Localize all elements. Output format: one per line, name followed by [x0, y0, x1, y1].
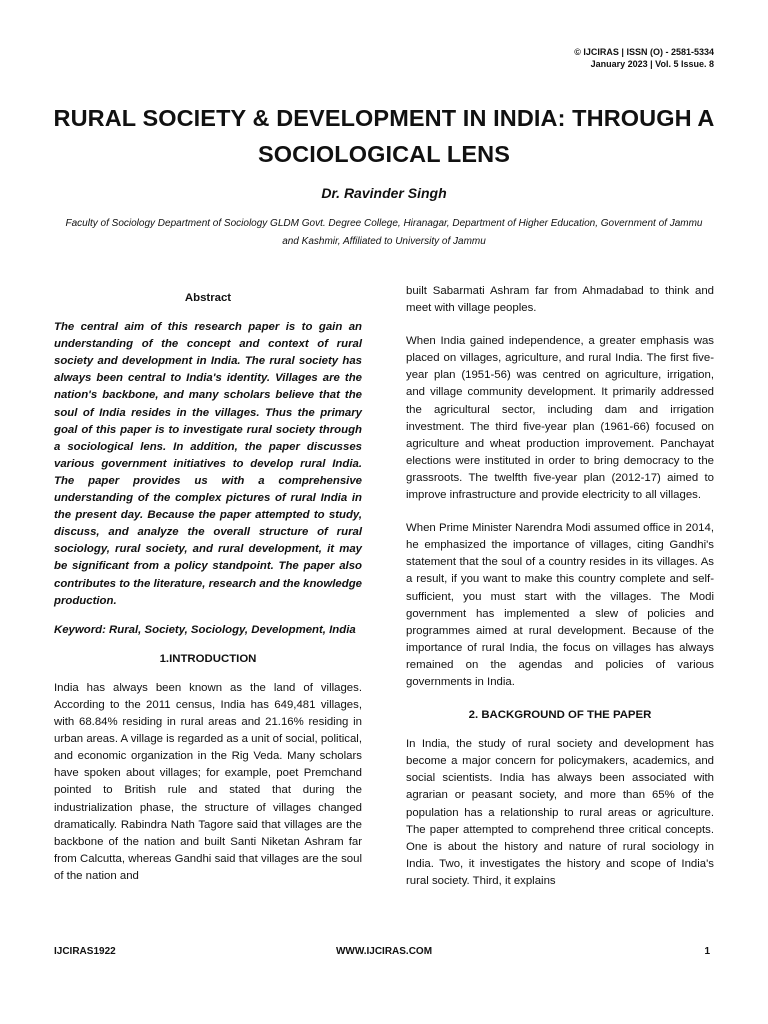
abstract-heading: Abstract	[184, 292, 232, 304]
keywords: Keyword: Rural, Society, Sociology, Development, India	[54, 623, 356, 636]
introduction-heading: 1.INTRODUCTION	[159, 652, 257, 665]
paper-title: RURAL SOCIETY & DEVELOPMENT IN INDIA: THROUGH A SOCIOLOGICAL LENS	[53, 105, 715, 167]
journal-issn: © IJCIRAS | ISSN (O) - 2581-5334	[574, 47, 714, 57]
page-number: 1	[704, 946, 710, 957]
introduction-paragraph-2: When India gained independence, a greater emphasis was placed on villages, agriculture, and rural India. The first five-year plan (1951-56) was centred on agriculture, irrigation, and village community development. It primarily addressed the agricultural sector, including dam and irrigation investment. The third five-year plan (1961-66) focused on agriculture and wheat production improvement. Panchayat elections were instituted in order to bring democracy to the grassroots. The twelfth five-year plan (2012-17) aimed to improve infrastructure and provide electricity to all villages.	[406, 335, 714, 502]
author-affiliation: Faculty of Sociology Department of Sociology GLDM Govt. Degree College, Hiranagar, Department of Higher Education, Government of Jammu and Kashmir, Affiliated to University of Jammu	[65, 218, 703, 247]
journal-issue: January 2023 | Vol. 5 Issue. 8	[590, 59, 714, 69]
background-paragraph-1: In India, the study of rural society and development has become a major concern for policymakers, academics, and social scientists. India has always been associated with agrarian or peasant society, and more than 65% of the population has a relationship to rural areas or agriculture. The paper attempted to comprehend three critical concepts. One is about the history and nature of rural sociology in India. Two, it investigates the history and scope of India's rural society. Third, it explains	[406, 738, 714, 887]
abstract-text: The central aim of this research paper is to gain an understanding of the concept and context of rural society and development in India. The rural society has always been central to India's identity. Villages are the nation's backbone, and many scholars believe that the soul of India resides in the villages. Thus the primary goal of this paper is to investigate rural society through a sociological lens. In addition, the paper discusses various government initiatives to develop rural India. The paper provides us with a comprehensive understanding of the complex pictures of rural India in the present day. Because the paper attempted to study, discuss, and analyze the overall structure of rural sociology, rural society, and rural development, it may be significant from a policy standpoint. The paper also contributes to the literature, research and the knowledge production.	[54, 321, 362, 607]
right-column	[406, 283, 714, 906]
footer-website: WWW.IJCIRAS.COM	[335, 946, 433, 957]
journal-info	[574, 46, 714, 70]
footer-paper-id: IJCIRAS1922	[54, 946, 116, 957]
introduction-paragraph-3: When Prime Minister Narendra Modi assumed office in 2014, he emphasized the importance of villages, citing Gandhi's statement that the soul of a country resides in its villages. As a result, if you want to make this country complete and self-sufficient, you must start with the villages. The Modi government has implemented a slew of policies and programmes aimed at rural development. Because of the importance of rural India, the focus on villages has always remained on the agendas and policies of various governments in India.	[406, 522, 714, 688]
introduction-paragraph-1: India has always been known as the land of villages. According to the 2011 census, India has 649,481 villages, with 68.84% residing in rural areas and 21.16% residing in urban areas. A village is regarded as a unit of social, political, and economic organization in the Rig Veda. Many scholars have spoken about villages; for example, poet Premchand pointed to British rule and stated that during the industrialization phase, the structure of villages changed dramatically. Rabindra Nath Tagore said that villages are the backbone of the nation and built Santi Niketan Ashram far from Calcutta, whereas Gandhi said that villages are the soul of the nation and	[54, 681, 362, 882]
introduction-paragraph-1-continued: built Sabarmati Ashram far from Ahmadabad to think and meet with village peoples.	[406, 285, 714, 315]
author-name: Dr. Ravinder Singh	[321, 185, 447, 201]
left-column	[54, 290, 362, 901]
background-heading: 2. BACKGROUND OF THE PAPER	[468, 709, 652, 722]
